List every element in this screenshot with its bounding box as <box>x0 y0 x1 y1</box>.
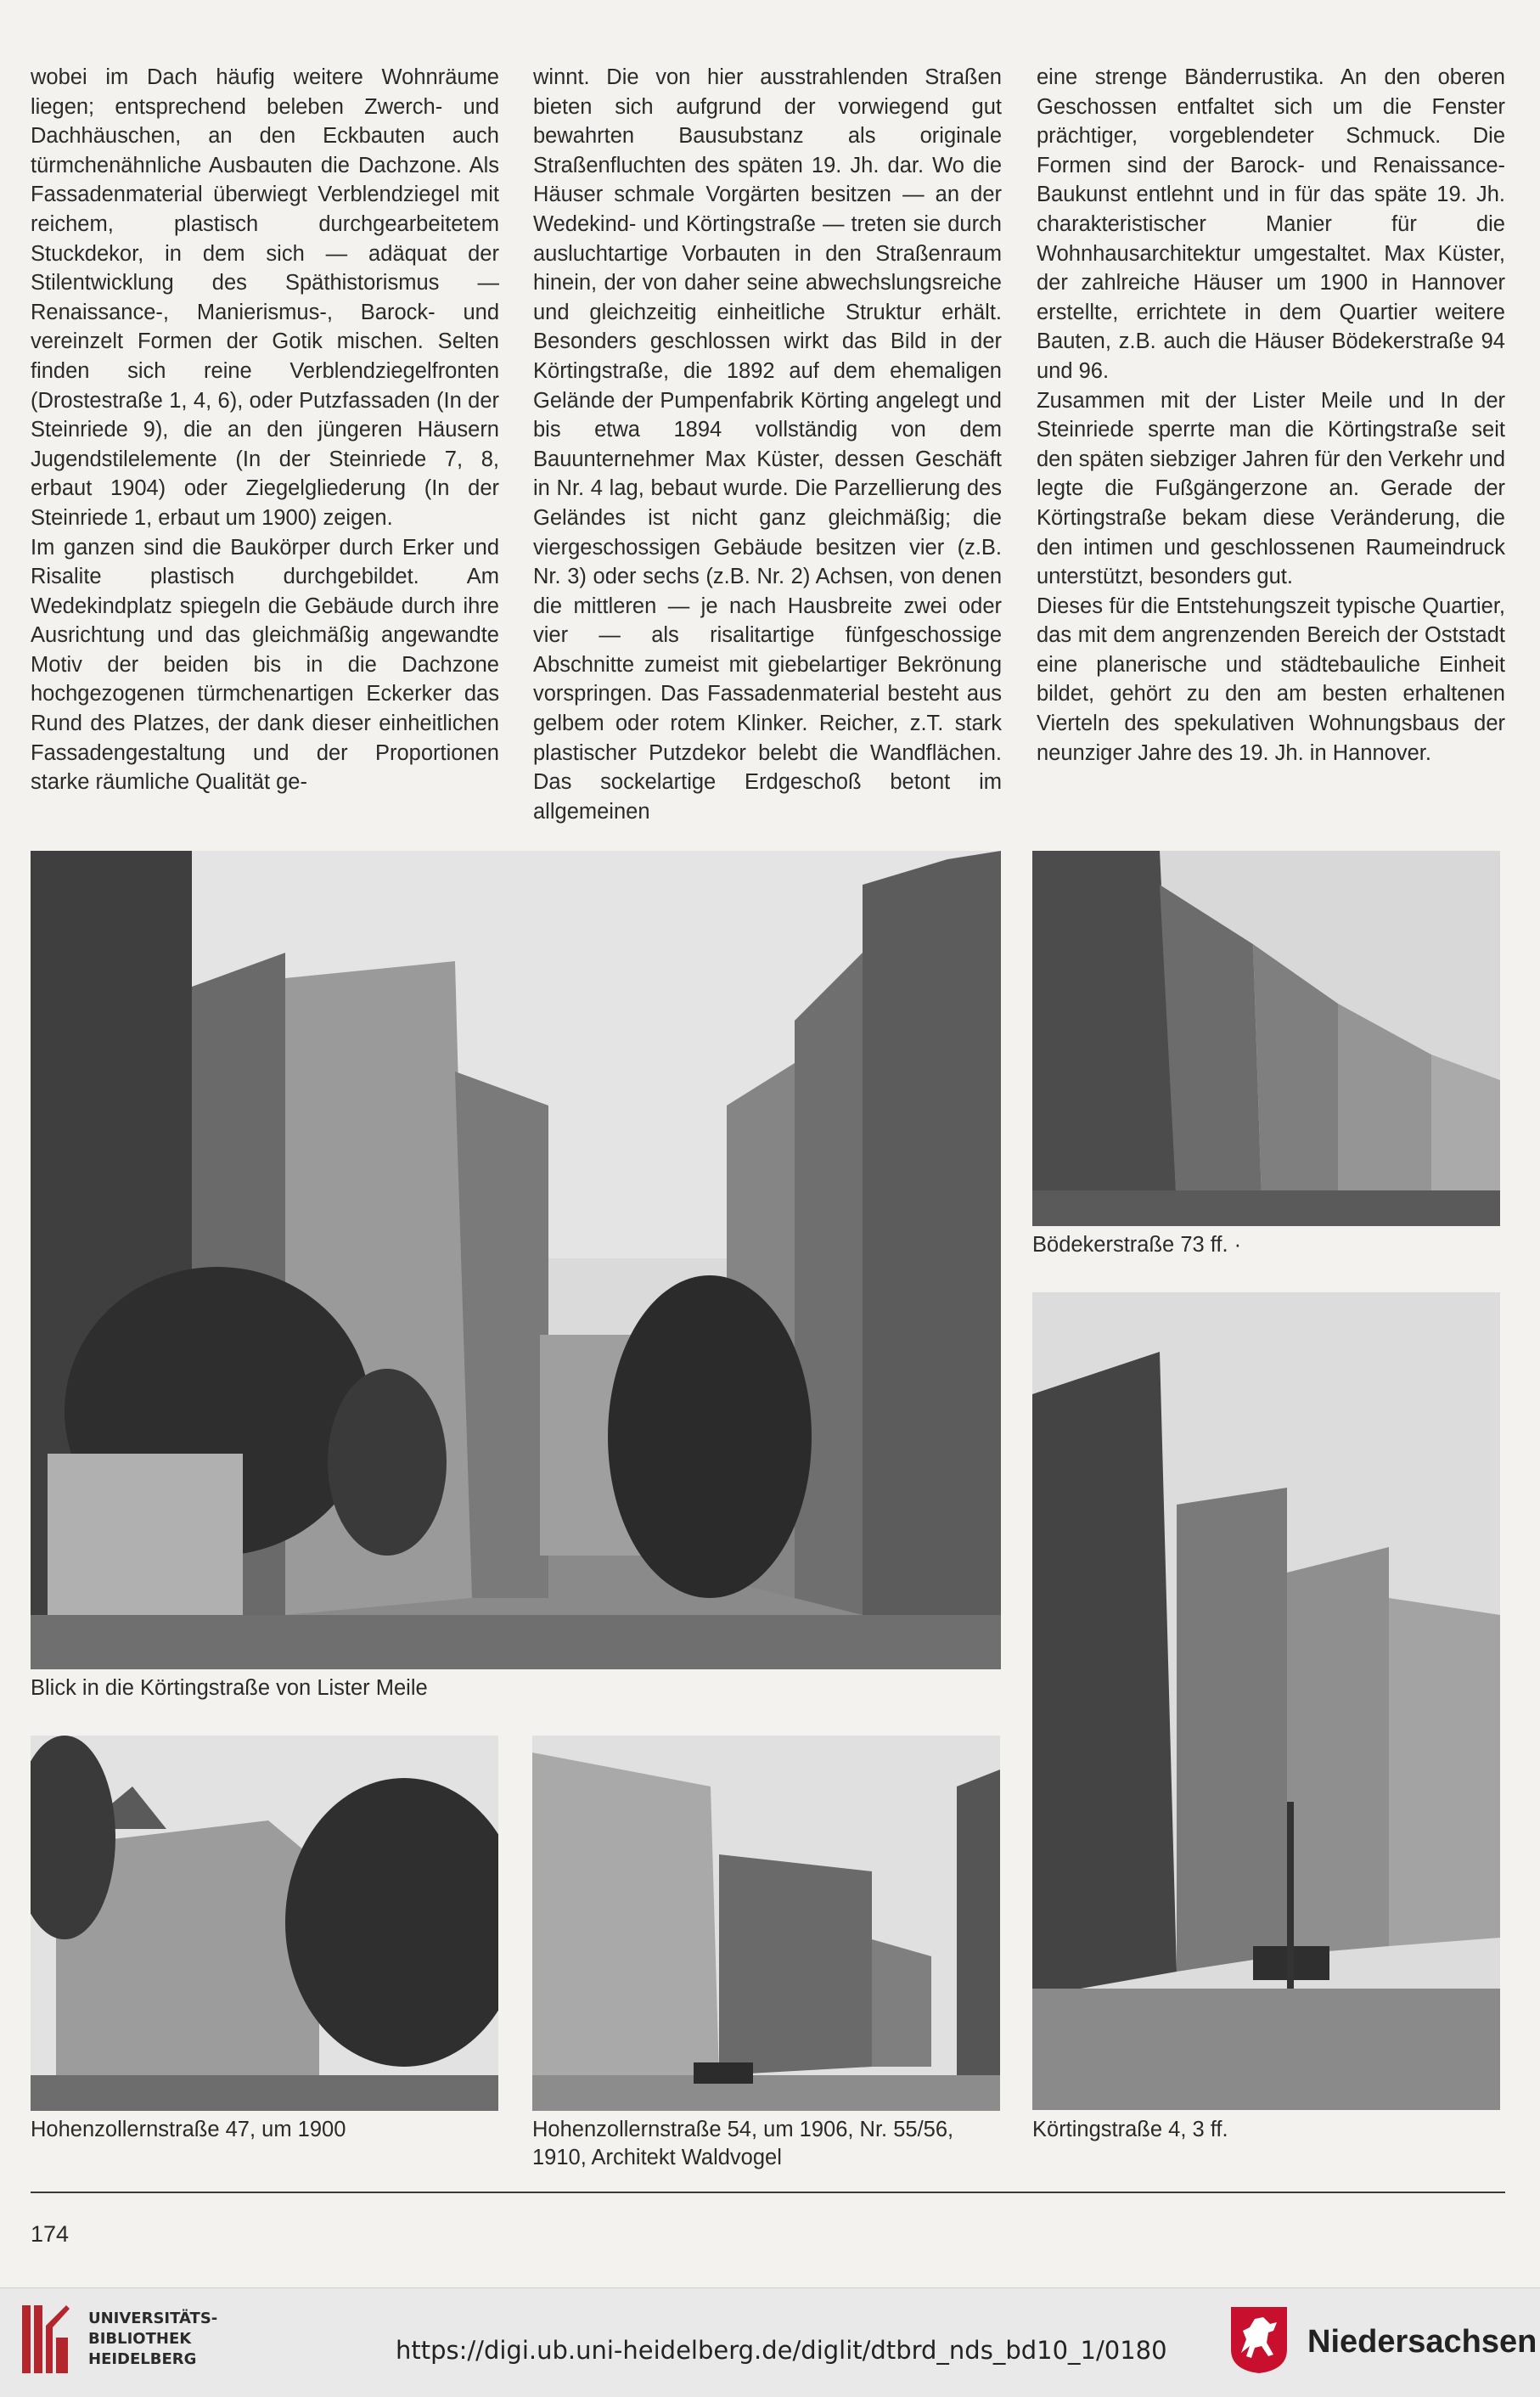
state-name: Niedersachsen <box>1307 2324 1537 2360</box>
photo-koertingstrasse-street-view <box>31 851 1001 1669</box>
caption-hohenzollernstrasse-47: Hohenzollernstraße 47, um 1900 <box>31 2118 346 2141</box>
heidelberg-library-logo-icon[interactable] <box>19 2300 73 2378</box>
footer-rule <box>31 2192 1505 2193</box>
paragraph: winnt. Die von hier ausstrahlenden Straßen bieten sich aufgrund der vorwiegend gut bewahrten Bausubstanz als originale Straßenfluchten des späten 19. Jh. dar. Wo die Häuser schmale Vorgärten besitzen — an der Wedekind- und Körtingstraße — treten sie durch ausluchtartige Vorbauten in den Straßenraum hinein, der von daher seine abwechslungsreiche und gleichzeitig einheitliche Struktur erhält. Besonders geschlossen wirkt das Bild in der Körtingstraße, die 1892 auf dem ehemaligen Gelände der Pumpenfabrik Körting angelegt und bis etwa 1894 vollständig von dem Bauunternehmer Max Küster, dessen Geschäft in Nr. 4 lag, bebaut wurde. Die Parzellierung des Geländes ist nicht ganz gleichmäßig; die viergeschossigen Gebäude besitzen vier (z.B. Nr. 3) oder sechs (z.B. Nr. 2) Achsen, von denen die mittleren — je nach Hausbreite zwei oder vier — als risalitartige fünfgeschossige Abschnitte zumeist mit giebelartiger Bekrönung vorspringen. Das Fassadenmaterial besteht aus gelbem oder rotem Klinker. Reicher, z.T. stark plastischer Putzdekor belebt die Wandflächen. Das sockelartige Erdgeschoß betont im allgemeinen <box>533 65 1002 824</box>
library-name-line: BIBLIOTHEK <box>88 2330 192 2348</box>
paragraph: wobei im Dach häufig weitere Wohnräume liegen; entsprechend beleben Zwerch- und Dachhäuschen, an den Eckbauten auch türmchenähnliche Ausbauten die Dachzone. Als Fassadenmaterial überwiegt Verblendziegel mit reichem, plastisch durchgearbeitetem Stuckdekor, in dem sich — adäquat der Stilentwicklung des Späthistorismus — Renaissance-, Manierismus-, Barock- und vereinzelt Formen der Gotik mischen. Selten finden sich reine Verblendziegelfronten (Drostestraße 1, 4, 6), oder Putzfassaden (In der Steinriede 9), die an den jüngeren Häusern Jugendstilelemente (In der Steinriede 7, 8, erbaut 1904) oder Ziegelgliederung (In der Steinriede 1, erbaut um 1900) zeigen. <box>31 65 499 530</box>
caption-line: Hohenzollernstraße 54, um 1906, Nr. 55/56, <box>532 2118 954 2141</box>
caption-hohenzollernstrasse-54 <box>532 2116 953 2172</box>
library-name-line: UNIVERSITÄTS- <box>88 2310 218 2327</box>
text-column-3 <box>1037 63 1505 768</box>
library-name <box>88 2309 217 2370</box>
document-url-link[interactable]: https://digi.ub.uni-heidelberg.de/diglit/dtbrd_nds_bd10_1/0180 <box>396 2336 1167 2365</box>
text-column-1 <box>31 63 499 797</box>
caption-line: 1910, Architekt Waldvogel <box>532 2146 782 2169</box>
paragraph: Im ganzen sind die Baukörper durch Erker und Risalite plastisch durchgebildet. Am Wedekindplatz spiegeln die Gebäude durch ihre Ausrichtung und das gleichmäßig angewandte Motiv der beiden bis in die Dachzone hochgezogenen türmchenartigen Eckerker das Rund des Platzes, der dank dieser einheitlichen Fassadengestaltung und der Proportionen starke räumliche Qualität ge- <box>31 535 499 795</box>
paragraph: Zusammen mit der Lister Meile und In der Steinriede sperrte man die Körtingstraße seit den späten siebziger Jahren für den Verkehr und legte die Fußgängerzone an. Gerade der Körtingstraße bekam diese Veränderung, die den intimen und geschlossenen Raumeindruck unterstützt, besonders gut. <box>1037 388 1505 589</box>
photo-koertingstrasse-4 <box>1032 1292 1500 2110</box>
caption-koertingstrasse-blick: Blick in die Körtingstraße von Lister Meile <box>31 1676 428 1700</box>
niedersachsen-horse-icon <box>1229 2305 1289 2375</box>
photo-hohenzollernstrasse-54 <box>532 1736 1000 2111</box>
text-column-2 <box>533 63 1002 826</box>
digitization-footer <box>0 2287 1540 2397</box>
photo-boedekerstrasse <box>1032 851 1500 1226</box>
caption-boedekerstrasse: Bödekerstraße 73 ff. · <box>1032 1233 1242 1257</box>
caption-koertingstrasse-4: Körtingstraße 4, 3 ff. <box>1032 2118 1228 2141</box>
paragraph: eine strenge Bänderrustika. An den oberen Geschossen entfaltet sich um die Fenster prächtiger, vorgeblendeter Schmuck. Die Formen sind der Barock- und Renaissance-Baukunst entlehnt und in für das späte 19. Jh. charakteristischer Manier für die Wohnhausarchitektur umgestaltet. Max Küster, der zahlreiche Häuser um 1900 in Hannover erstellte, errichtete in dem Quartier weitere Bauten, z.B. auch die Häuser Bödekerstraße 94 und 96. <box>1037 65 1505 383</box>
library-name-line: HEIDELBERG <box>88 2350 197 2368</box>
photo-hohenzollernstrasse-47 <box>31 1736 498 2111</box>
paragraph: Dieses für die Entstehungszeit typische Quartier, das mit dem angrenzenden Bereich der Oststadt eine planerische und städtebauliche Einheit bildet, gehört zu den am besten erhaltenen Vierteln des spekulativen Wohnungsbaus der neunziger Jahre des 19. Jh. in Hannover. <box>1037 594 1505 765</box>
page-number: 174 <box>31 2221 70 2247</box>
